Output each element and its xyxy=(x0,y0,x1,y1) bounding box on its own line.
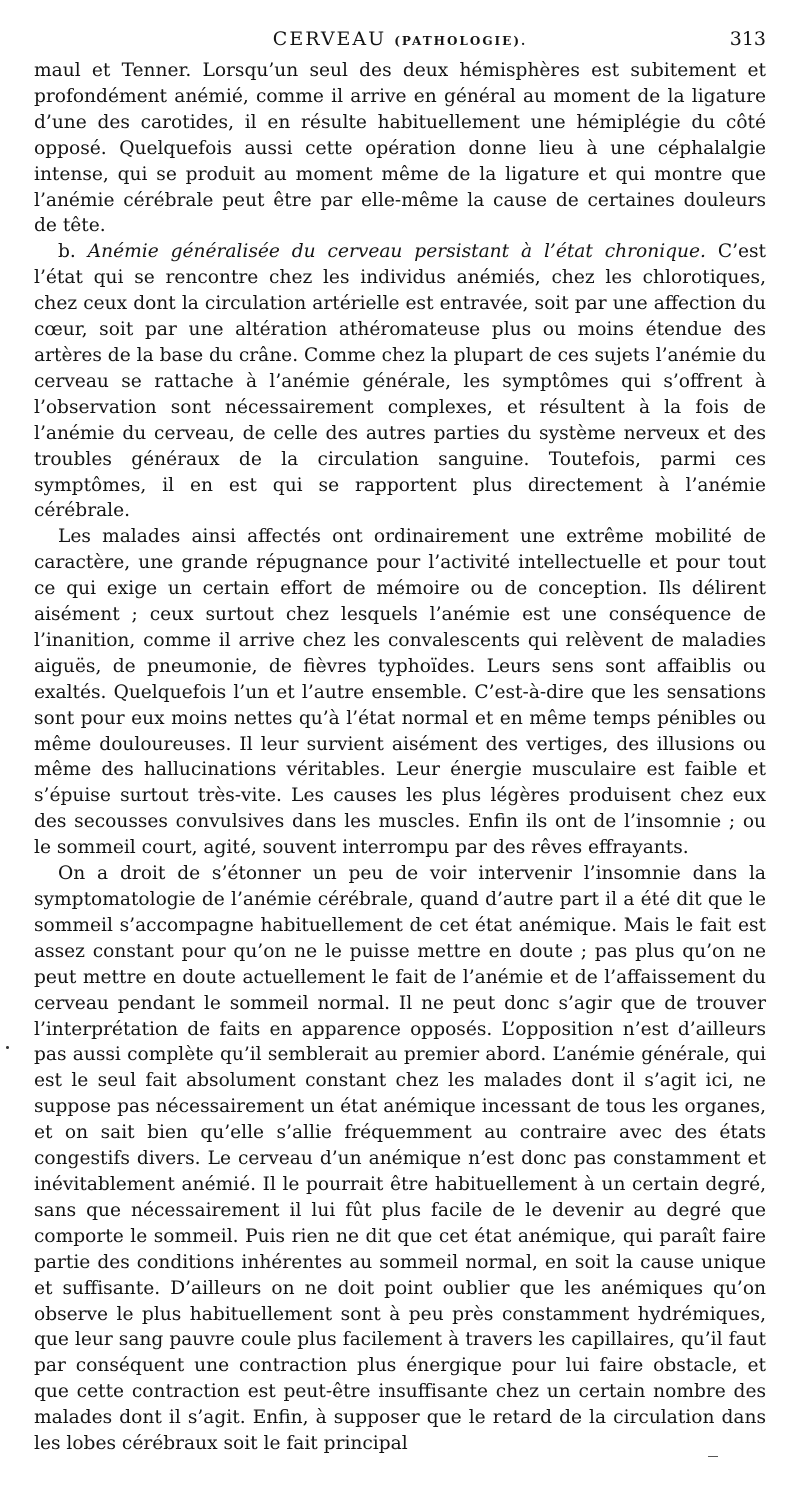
running-head xyxy=(34,24,766,58)
paragraph-3 xyxy=(34,524,766,861)
paragraph-1 xyxy=(34,58,766,239)
paragraph-4 xyxy=(34,861,766,1457)
paragraph-3-text: Les malades ainsi affectés ont ordinairement une extrême mobilité de caractère, une grande répugnance pour l’activité intellectuelle et pour tout ce qui exige un certain effort de mémoire ou de conception. Ils délirent aisément ; ceux surtout chez lesquels l’anémie est une conséquence de l’inanition, comme il arrive chez les convalescents qui relèvent de maladies aiguës, de pneumonie, de fièvres typhoïdes. Leurs sens sont affaiblis ou exaltés. Quelquefois l’un et l’autre ensemble. C’est-à-dire que les sensations sont pour eux moins nettes qu’à l’état normal et en même temps pénibles ou même douloureuses. Il leur survient aisément des vertiges, des illusions ou même des hallucinations véritables. Leur énergie musculaire est faible et s’épuise surtout très-vite. Les causes les plus légères produisent chez eux des secousses convulsives dans les muscles. Enfin ils ont de l’insomnie ; ou le sommeil court, agité, souvent interrompu par des rêves effrayants. xyxy=(34,526,766,859)
paragraph-1-text: maul et Tenner. Lorsqu’un seul des deux hémisphères est subitement et profondément anémié, comme il arrive en général au moment de la ligature d’une des carotides, il en résulte habituellement une hémiplégie du côté opposé. Quelquefois aussi cette opération donne lieu à une céphalalgie intense, qui se produit au moment même de la ligature et qui montre que l’anémie cérébrale peut être par elle-même la cause de certaines douleurs de tête. xyxy=(34,60,766,237)
page-number: 313 xyxy=(729,28,766,50)
running-title-sub: (PATHOLOGIE). xyxy=(394,34,528,48)
body-text xyxy=(34,58,766,1457)
running-title xyxy=(34,28,766,50)
paragraph-2 xyxy=(34,239,766,524)
paragraph-4-text: On a droit de s’étonner un peu de voir intervenir l’insomnie dans la symptomatologie de l’anémie cérébrale, quand d’autre part il a été dit que le sommeil s’accompagne habituellement de cet état anémique. Mais le fait est assez constant pour qu’on ne le puisse mettre en doute ; pas plus qu’on ne peut mettre en doute actuellement le fait de l’anémie et de l’affaissement du cerveau pendant le sommeil normal. Il ne peut donc s’agir que de trouver l’interprétation de faits en apparence opposés. L’opposition n’est d’ailleurs pas aussi complète qu’il semblerait au premier abord. L’anémie générale, qui est le seul fait absolument constant chez les malades dont il s’agit ici, ne suppose pas nécessairement un état anémique incessant de tous les organes, et on sait bien qu’elle s’allie fréquemment au contraire avec des états congestifs divers. Le cerveau d’un anémique n’est donc pas constamment et inévitablement anémié. Il le pourrait être habituellement à un certain degré, sans que nécessairement il lui fût plus facile de le devenir au degré que comporte le sommeil. Puis rien ne dit que cet état anémique, qui paraît faire partie des conditions inhérentes au sommeil normal, en soit la cause unique et suffisante. D’ailleurs on ne doit point oublier que les anémiques qu’on observe le plus habituellement sont à peu près constamment hydrémiques, que leur sang pauvre coule plus facilement à travers les capillaires, qu’il faut par conséquent une contraction plus énergique pour lui faire obstacle, et que cette contraction est peut-être insuffisante chez un certain nombre des malades dont il s’agit. Enfin, à supposer que le retard de la circulation dans les lobes cérébraux soit le fait principal xyxy=(34,863,766,1455)
paragraph-2-text: C’est l’état qui se rencontre chez les individus anémiés, chez les chlorotiques, chez ceux dont la circulation artérielle est entravée, soit par une affection du cœur, soit par une altération athéromateuse plus ou moins étendue des artères de la base du crâne. Comme chez la plupart de ces sujets l’anémie du cerveau se rattache à l’anémie générale, les symptômes qui s’offrent à l’observation sont nécessairement complexes, et résultent à la fois de l’anémie du cerveau, de celle des autres parties du système nerveux et des troubles généraux de la circulation sanguine. Toutefois, parmi ces symptômes, il en est qui se rapportent plus directement à l’anémie cérébrale. xyxy=(34,241,766,522)
margin-mark xyxy=(6,1046,9,1049)
running-title-main: CERVEAU xyxy=(272,28,387,50)
footer-mark xyxy=(708,1456,718,1457)
book-page xyxy=(34,24,766,1457)
paragraph-2-lead: b. xyxy=(58,241,88,263)
section-heading-italic: Anémie généralisée du cerveau persistant à l’état chronique. xyxy=(87,241,706,263)
